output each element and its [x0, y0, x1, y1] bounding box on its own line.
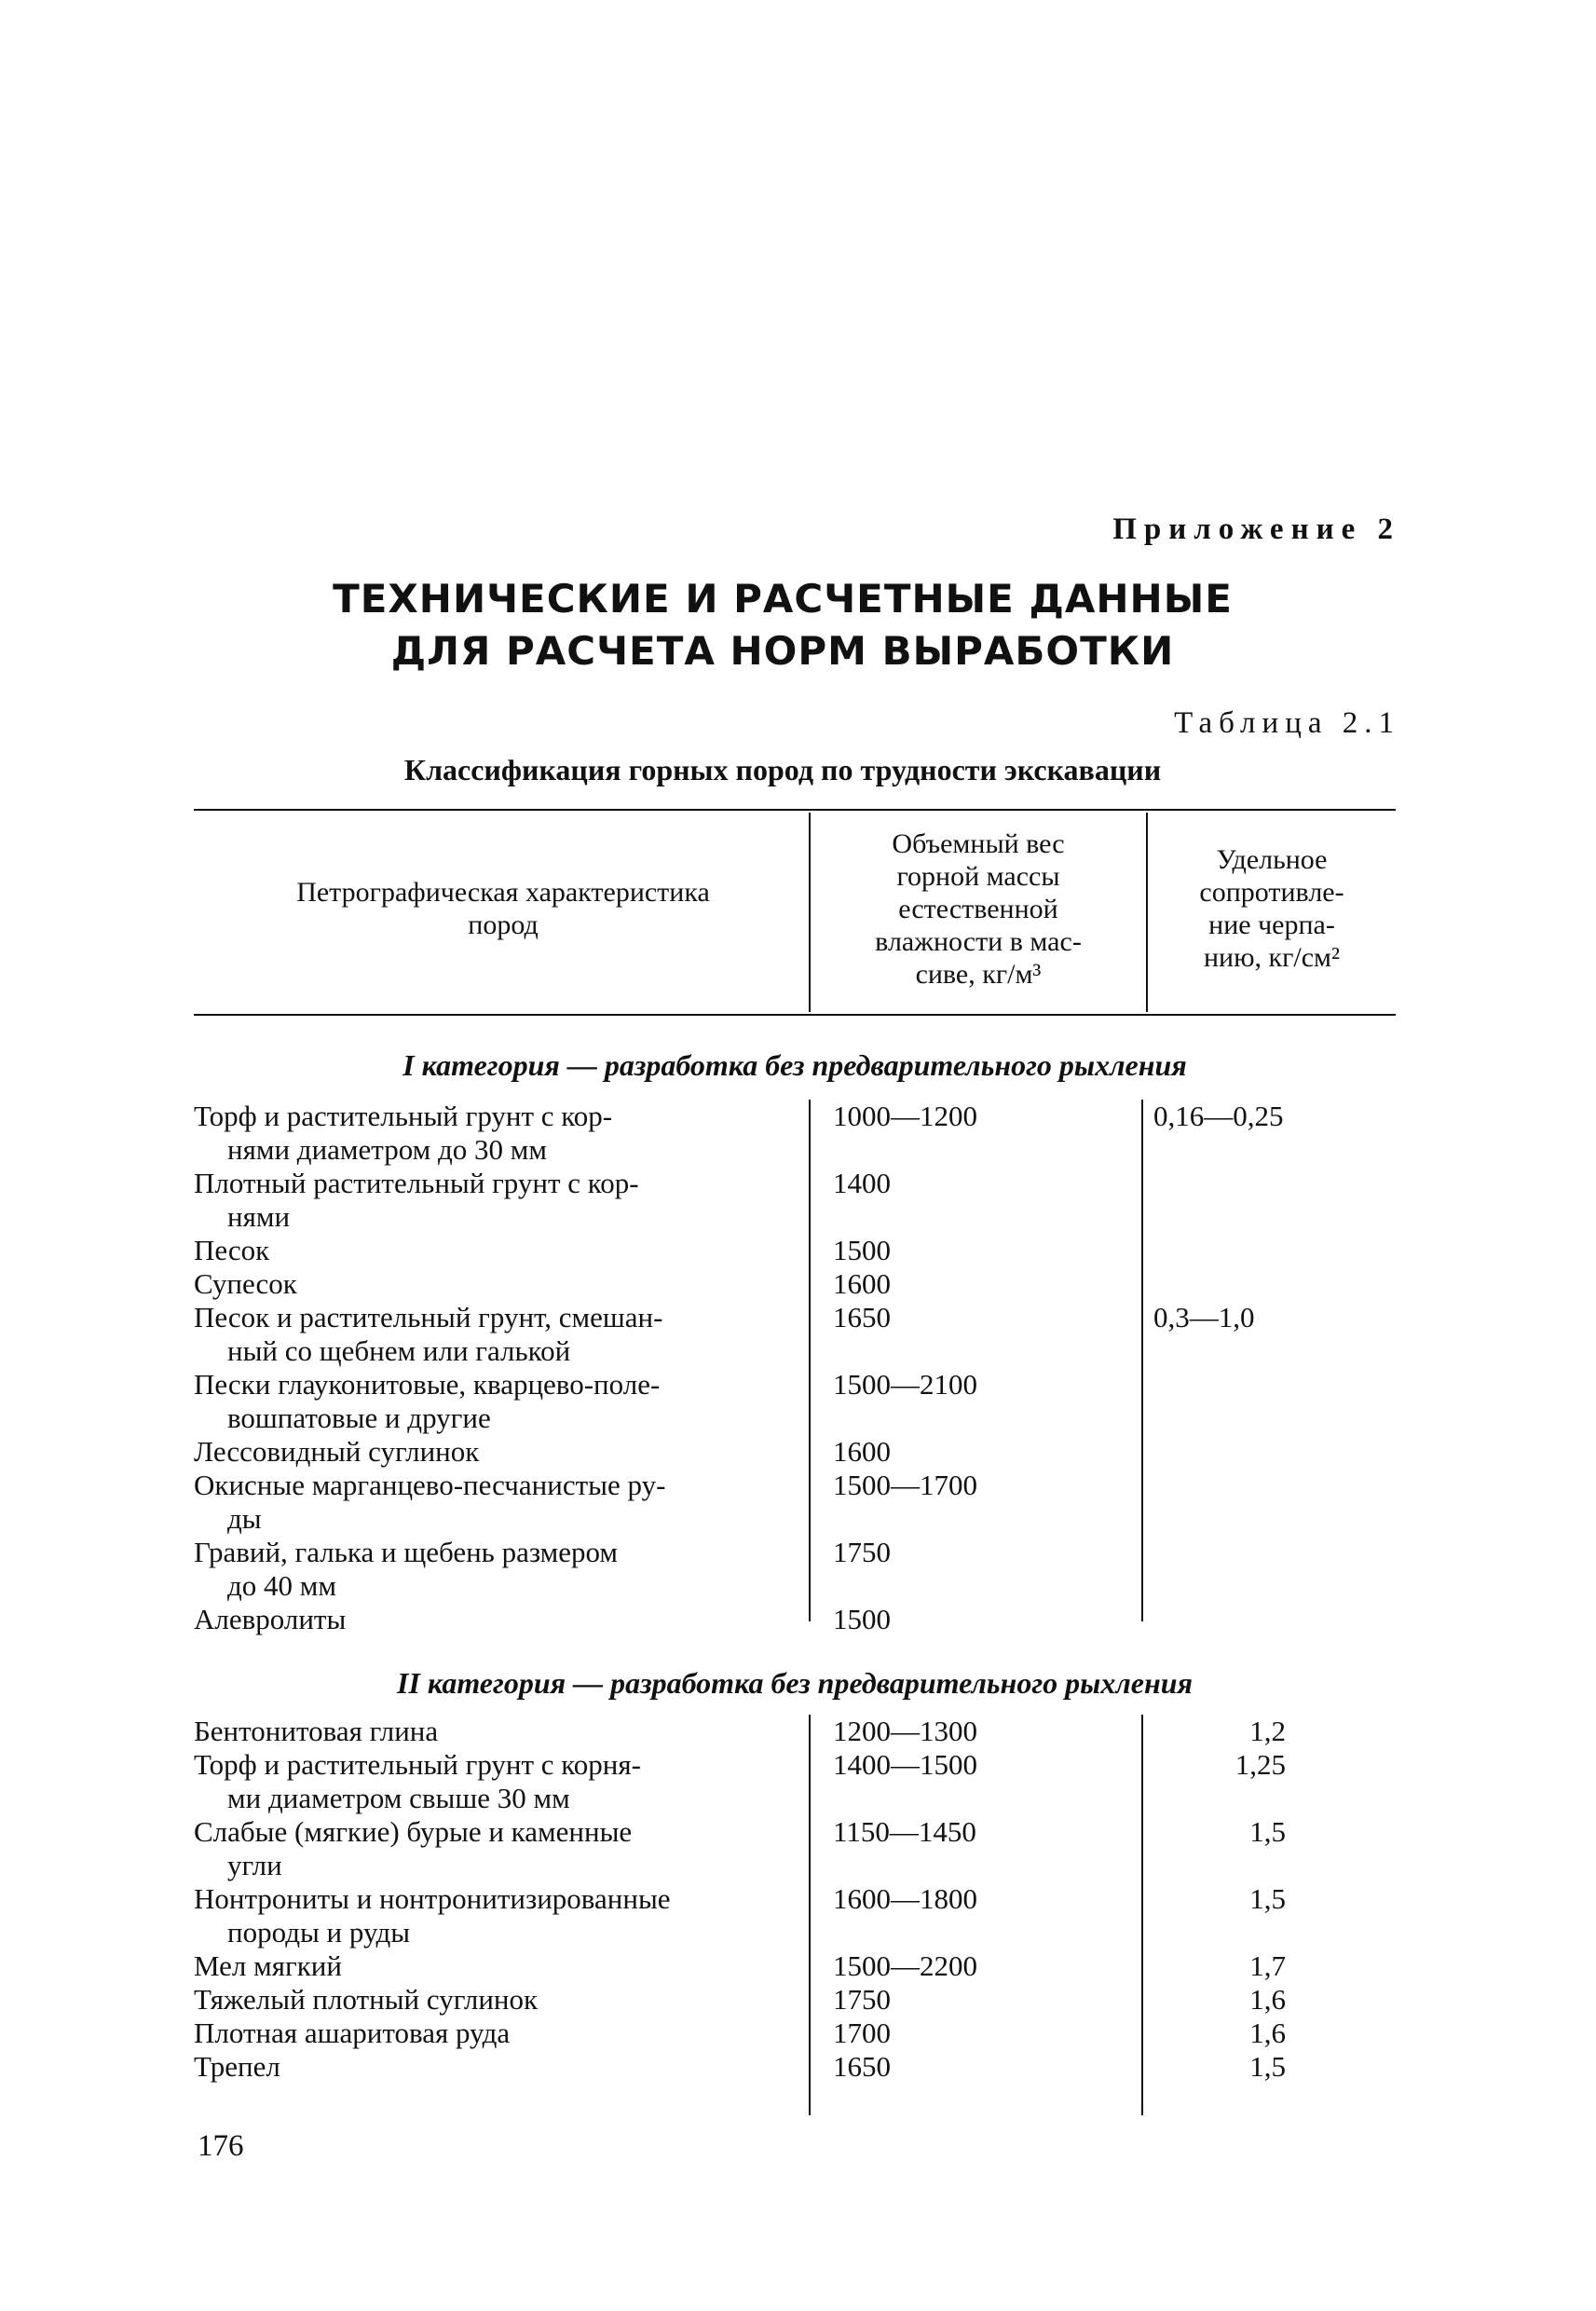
header-line: естественной — [898, 894, 1058, 924]
category-1-title: I категория — разработка без предварительного рыхления — [402, 1048, 1187, 1082]
volume-weight: 1000—1200 — [833, 1100, 977, 1132]
volume-weight: 1700 — [833, 2017, 891, 2049]
header-line: нию, кг/см² — [1203, 942, 1341, 973]
volume-weight: 1400 — [833, 1167, 891, 1199]
volume-weight: 1750 — [833, 1983, 891, 2016]
cat2-divider-2 — [1141, 1715, 1143, 2115]
volume-weight: 1500—2200 — [833, 1949, 977, 1982]
rock-name-line: Супесок — [194, 1267, 297, 1300]
table-top-rule — [194, 809, 1396, 811]
rock-name — [194, 1301, 790, 1368]
resistance: 1,2 — [1249, 1715, 1286, 1747]
cat2-divider-1 — [809, 1715, 811, 2115]
header-bottom-rule — [194, 1014, 1396, 1016]
rock-name-line: Мел мягкий — [194, 1949, 342, 1982]
resistance: 1,7 — [1249, 1949, 1286, 1982]
volume-weight: 1650 — [833, 2050, 891, 2083]
category-2-title: II категория — разработка без предварительного рыхления — [397, 1666, 1193, 1700]
volume-weight: 1200—1300 — [833, 1715, 977, 1747]
cat1-divider-2 — [1141, 1100, 1143, 1621]
title-line-1: ТЕХНИЧЕСКИЕ И РАСЧЕТНЫЕ ДАННЫЕ — [333, 576, 1233, 622]
resistance: 1,5 — [1249, 2050, 1286, 2083]
header-divider-2 — [1146, 813, 1148, 1012]
header-petrographic — [205, 876, 801, 941]
rock-name-line: Плотный растительный грунт с кор- — [194, 1167, 639, 1199]
rock-name-line: Песок и растительный грунт, смешан- — [194, 1301, 663, 1333]
header-line: Удельное — [1216, 844, 1328, 875]
volume-weight: 1750 — [833, 1536, 891, 1568]
rock-name-line: Гравий, галька и щебень размером — [194, 1536, 619, 1568]
rock-name-line: угли — [227, 1849, 282, 1881]
header-line: сиве, кг/м³ — [915, 959, 1042, 990]
rock-name-line: Песок — [194, 1234, 270, 1266]
rock-name-line: Лессовидный суглинок — [194, 1435, 480, 1468]
header-resistance — [1155, 843, 1388, 974]
rock-name-line: нями — [227, 1200, 291, 1233]
resistance: 1,6 — [1249, 2017, 1286, 2049]
header-line: пород — [468, 909, 539, 940]
volume-weight: 1500—1700 — [833, 1469, 977, 1501]
rock-name — [194, 1469, 790, 1536]
rock-name-line: нями диаметром до 30 мм — [227, 1133, 548, 1166]
page-title — [186, 573, 1379, 677]
rock-name — [194, 2017, 790, 2050]
rock-name — [194, 1815, 790, 1882]
volume-weight: 1600 — [833, 1267, 891, 1300]
rock-name-line: ный со щебнем или галькой — [227, 1334, 571, 1367]
volume-weight: 1500—2100 — [833, 1368, 977, 1401]
volume-weight: 1650 — [833, 1301, 891, 1333]
resistance: 1,5 — [1249, 1882, 1286, 1915]
volume-weight: 1600 — [833, 1435, 891, 1468]
resistance: 1,5 — [1249, 1815, 1286, 1848]
rock-name-line: Тяжелый плотный суглинок — [194, 1983, 539, 2016]
rock-name — [194, 1882, 790, 1949]
resistance: 0,3—1,0 — [1153, 1301, 1255, 1333]
title-line-2: ДЛЯ РАСЧЕТА НОРМ ВЫРАБОТКИ — [390, 628, 1175, 674]
rock-name-line: Слабые (мягкие) бурые и каменные — [194, 1815, 633, 1848]
table-number: Таблица 2.1 — [1174, 706, 1400, 740]
table-title: Классификация горных пород по трудности экскавации — [403, 753, 1162, 786]
rock-name-line: Окисные марганцево-песчанистые ру- — [194, 1469, 666, 1501]
rock-name — [194, 1748, 790, 1815]
rock-name — [194, 1983, 790, 2017]
rock-name — [194, 1368, 790, 1435]
rock-name — [194, 1100, 790, 1167]
rock-name-line: Плотная ашаритовая руда — [194, 2017, 511, 2049]
page-number: 176 — [198, 2129, 244, 2163]
rock-name — [194, 1603, 790, 1636]
rock-name-line: ми диаметром свыше 30 мм — [227, 1782, 570, 1814]
rock-name-line: Алевролиты — [194, 1603, 347, 1635]
rock-name — [194, 1715, 790, 1748]
resistance: 1,6 — [1249, 1983, 1286, 2016]
rock-name-line: вошпатовые и другие — [227, 1402, 491, 1434]
volume-weight: 1150—1450 — [833, 1815, 976, 1848]
header-line: сопротивле- — [1199, 877, 1344, 908]
appendix-label: Приложение 2 — [1112, 513, 1400, 546]
rock-name-line: ды — [227, 1502, 262, 1535]
rock-name-line: Бентонитовая глина — [194, 1715, 439, 1747]
header-line: горной массы — [896, 861, 1060, 892]
rock-name-line: Пески глауконитовые, кварцево-поле- — [194, 1368, 661, 1401]
rock-name-line: Торф и растительный грунт с корня- — [194, 1748, 641, 1781]
rock-name-line: Нонтрониты и нонтронитизированные — [194, 1882, 671, 1915]
rock-name — [194, 1167, 790, 1234]
cat1-divider-1 — [809, 1100, 811, 1621]
volume-weight: 1600—1800 — [833, 1882, 977, 1915]
resistance: 1,25 — [1235, 1748, 1286, 1781]
resistance: 0,16—0,25 — [1153, 1100, 1284, 1132]
header-volume-weight — [820, 827, 1137, 991]
rock-name — [194, 1234, 790, 1267]
rock-name-line: до 40 мм — [227, 1569, 337, 1602]
volume-weight: 1400—1500 — [833, 1748, 977, 1781]
rock-name — [194, 1949, 790, 1983]
header-line: ние черпа- — [1208, 909, 1335, 940]
volume-weight: 1500 — [833, 1603, 891, 1635]
header-divider-1 — [809, 813, 811, 1012]
volume-weight: 1500 — [833, 1234, 891, 1266]
header-line: Петрографическая характеристика — [296, 877, 710, 908]
rock-name — [194, 2050, 790, 2084]
header-line: влажности в мас- — [875, 926, 1082, 957]
rock-name — [194, 1536, 790, 1603]
header-line: Объемный вес — [892, 828, 1065, 859]
rock-name — [194, 1435, 790, 1469]
rock-name-line: породы и руды — [227, 1916, 411, 1949]
rock-name — [194, 1267, 790, 1301]
rock-name-line: Трепел — [194, 2050, 280, 2083]
rock-name-line: Торф и растительный грунт с кор- — [194, 1100, 613, 1132]
